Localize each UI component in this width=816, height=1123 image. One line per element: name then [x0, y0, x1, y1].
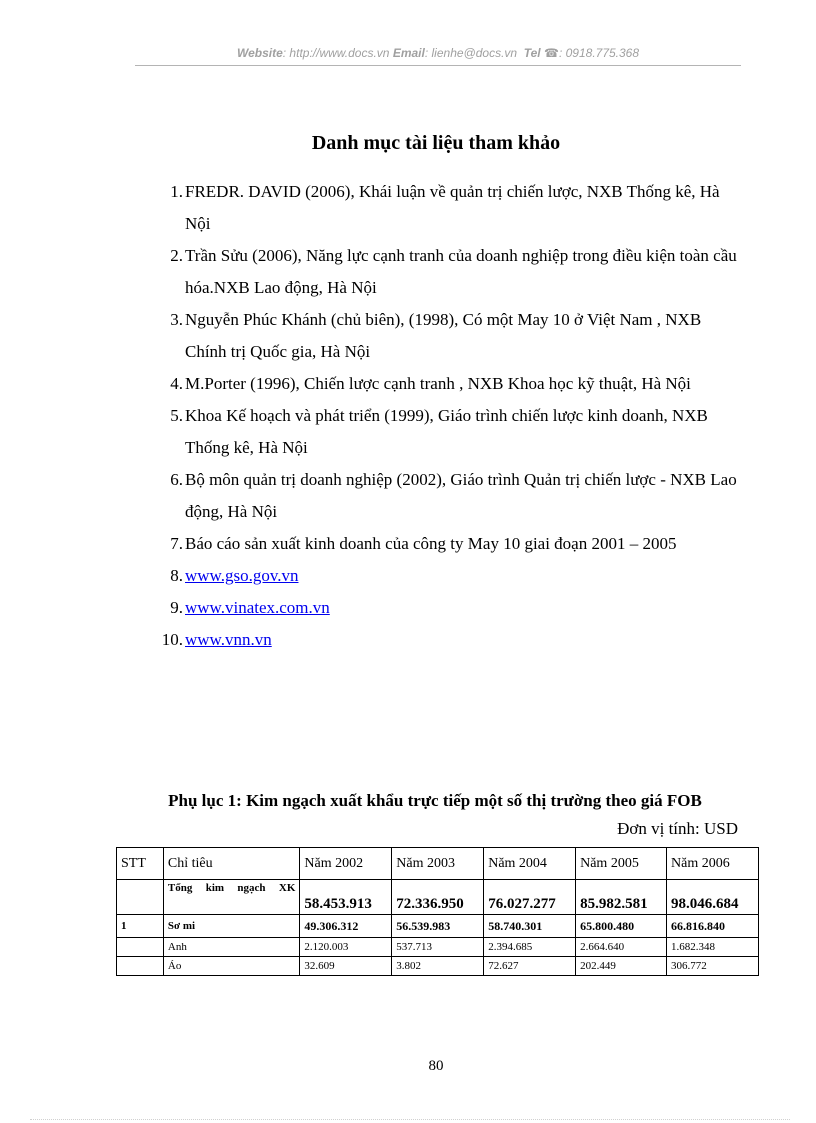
email-label: Email: [392, 46, 425, 60]
table-cell: [117, 880, 164, 915]
reference-item: [150, 368, 750, 400]
reference-item: [150, 592, 750, 624]
tel-label: Tel: [523, 46, 541, 60]
reference-text: Khoa Kế hoạch và phát triển (1999), Giáo trình chiến lược kinh doanh, NXB Thống kê, Hà Nội: [185, 406, 708, 457]
reference-text: Nguyễn Phúc Khánh (chủ biên), (1998), Có một May 10 ở Việt Nam , NXB Chính trị Quốc gia, Hà Nội: [185, 310, 702, 361]
column-header: Năm 2003: [392, 848, 484, 880]
column-header: Năm 2005: [576, 848, 667, 880]
table-row: [117, 880, 759, 915]
table-header-row: [117, 848, 759, 880]
reference-text: Trần Sửu (2006), Năng lực cạnh tranh của doanh nghiệp trong điều kiện toàn cầu hóa.NXB Lao động, Hà Nội: [185, 246, 737, 297]
table-cell: 537.713: [392, 938, 484, 957]
reference-item: [150, 528, 750, 560]
reference-number: 3.: [170, 310, 183, 329]
reference-number: 1.: [170, 182, 183, 201]
header-divider: [135, 65, 741, 66]
table-row: [117, 915, 759, 938]
page-number: 80: [428, 1058, 444, 1074]
column-header: Năm 2002: [300, 848, 392, 880]
table-cell: 66.816.840: [667, 915, 759, 938]
table-cell: 32.609: [300, 957, 392, 976]
table-cell: 76.027.277: [484, 880, 576, 915]
table-row: [117, 957, 759, 976]
table-cell: 3.802: [392, 957, 484, 976]
reference-item: [150, 464, 750, 528]
table-cell: 49.306.312: [300, 915, 392, 938]
table-cell: 72.627: [484, 957, 576, 976]
reference-number: 7.: [170, 534, 183, 553]
table-cell: 1.682.348: [667, 938, 759, 957]
reference-link-vnn[interactable]: www.vnn.vn: [185, 630, 272, 649]
page-header: [135, 46, 741, 60]
reference-item: [150, 560, 750, 592]
reference-item: [150, 400, 750, 464]
table-cell: Sơ mi: [163, 915, 299, 938]
table-cell: 2.664.640: [576, 938, 667, 957]
footer-divider: [30, 1119, 790, 1120]
table-cell: 58.453.913: [300, 880, 392, 915]
website-label: Website: [236, 46, 283, 60]
table-cell: 58.740.301: [484, 915, 576, 938]
reference-item: [150, 624, 750, 656]
table-cell: 98.046.684: [667, 880, 759, 915]
column-header: Năm 2004: [484, 848, 576, 880]
reference-number: 9.: [170, 598, 183, 617]
reference-link-gso[interactable]: www.gso.gov.vn: [185, 566, 299, 585]
reference-number: 2.: [170, 246, 183, 265]
reference-item: [150, 304, 750, 368]
reference-text: FREDR. DAVID (2006), Khái luận về quản trị chiến lược, NXB Thống kê, Hà Nội: [185, 182, 720, 233]
column-header: Chỉ tiêu: [163, 848, 299, 880]
tel-value: : 0918.775.368: [558, 46, 640, 60]
table-cell: 1: [117, 915, 164, 938]
table-row: [117, 938, 759, 957]
reference-number: 10.: [161, 630, 183, 649]
reference-link-vinatex[interactable]: www.vinatex.com.vn: [185, 598, 330, 617]
reference-item: [150, 240, 750, 304]
reference-text: Bộ môn quản trị doanh nghiệp (2002), Giáo trình Quản trị chiến lược - NXB Lao động, Hà Nội: [185, 470, 737, 521]
table-cell: Anh: [163, 938, 299, 957]
reference-number: 5.: [170, 406, 183, 425]
appendix-title: Phụ lục 1: Kim ngạch xuất khẩu trực tiếp một số thị trường theo giá FOB: [168, 791, 702, 810]
telephone-icon: ☎: [544, 46, 559, 60]
table-cell: 56.539.983: [392, 915, 484, 938]
column-header: Năm 2006: [667, 848, 759, 880]
table-cell: 306.772: [667, 957, 759, 976]
reference-item: [150, 176, 750, 240]
website-value: : http://www.docs.vn: [282, 46, 390, 60]
table-cell: 2.120.003: [300, 938, 392, 957]
reference-number: 8.: [170, 566, 183, 585]
table-cell: 202.449: [576, 957, 667, 976]
table-cell: [117, 957, 164, 976]
reference-list: [150, 176, 750, 656]
reference-number: 4.: [170, 374, 183, 393]
table-cell: 72.336.950: [392, 880, 484, 915]
table-cell: 2.394.685: [484, 938, 576, 957]
table-cell: Áo: [163, 957, 299, 976]
table-cell: Tổng kim ngạch XK: [163, 880, 299, 915]
reference-text: M.Porter (1996), Chiến lược cạnh tranh , NXB Khoa học kỹ thuật, Hà Nội: [185, 374, 691, 393]
unit-label: Đơn vị tính: USD: [617, 819, 738, 838]
table-cell: 85.982.581: [576, 880, 667, 915]
export-table: [116, 847, 759, 976]
email-value: : lienhe@docs.vn: [424, 46, 518, 60]
column-header: STT: [117, 848, 164, 880]
reference-number: 6.: [170, 470, 183, 489]
reference-text: Báo cáo sản xuất kinh doanh của công ty May 10 giai đoạn 2001 – 2005: [185, 534, 677, 553]
table-cell: [117, 938, 164, 957]
table-cell: 65.800.480: [576, 915, 667, 938]
page-title: Danh mục tài liệu tham khảo: [311, 132, 561, 154]
